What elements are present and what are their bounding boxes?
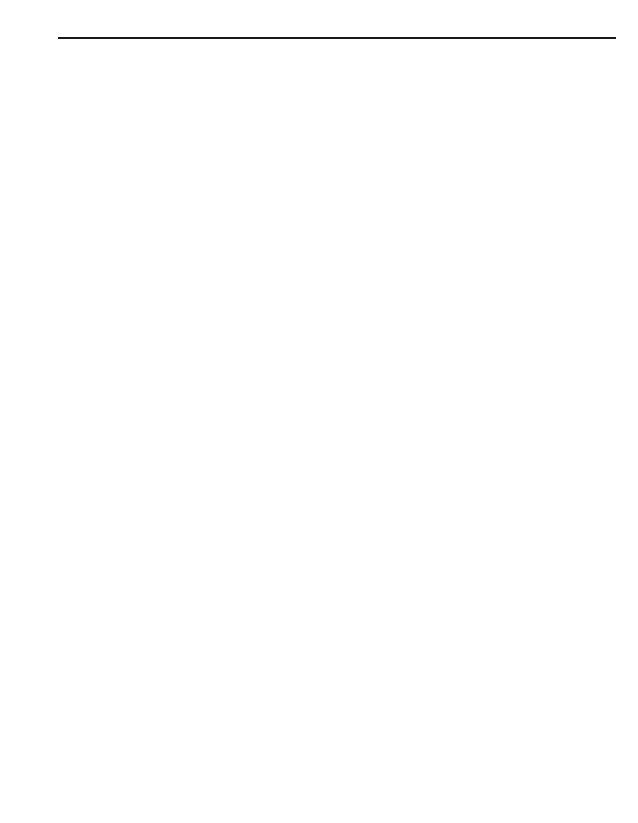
header-rule <box>58 37 616 39</box>
